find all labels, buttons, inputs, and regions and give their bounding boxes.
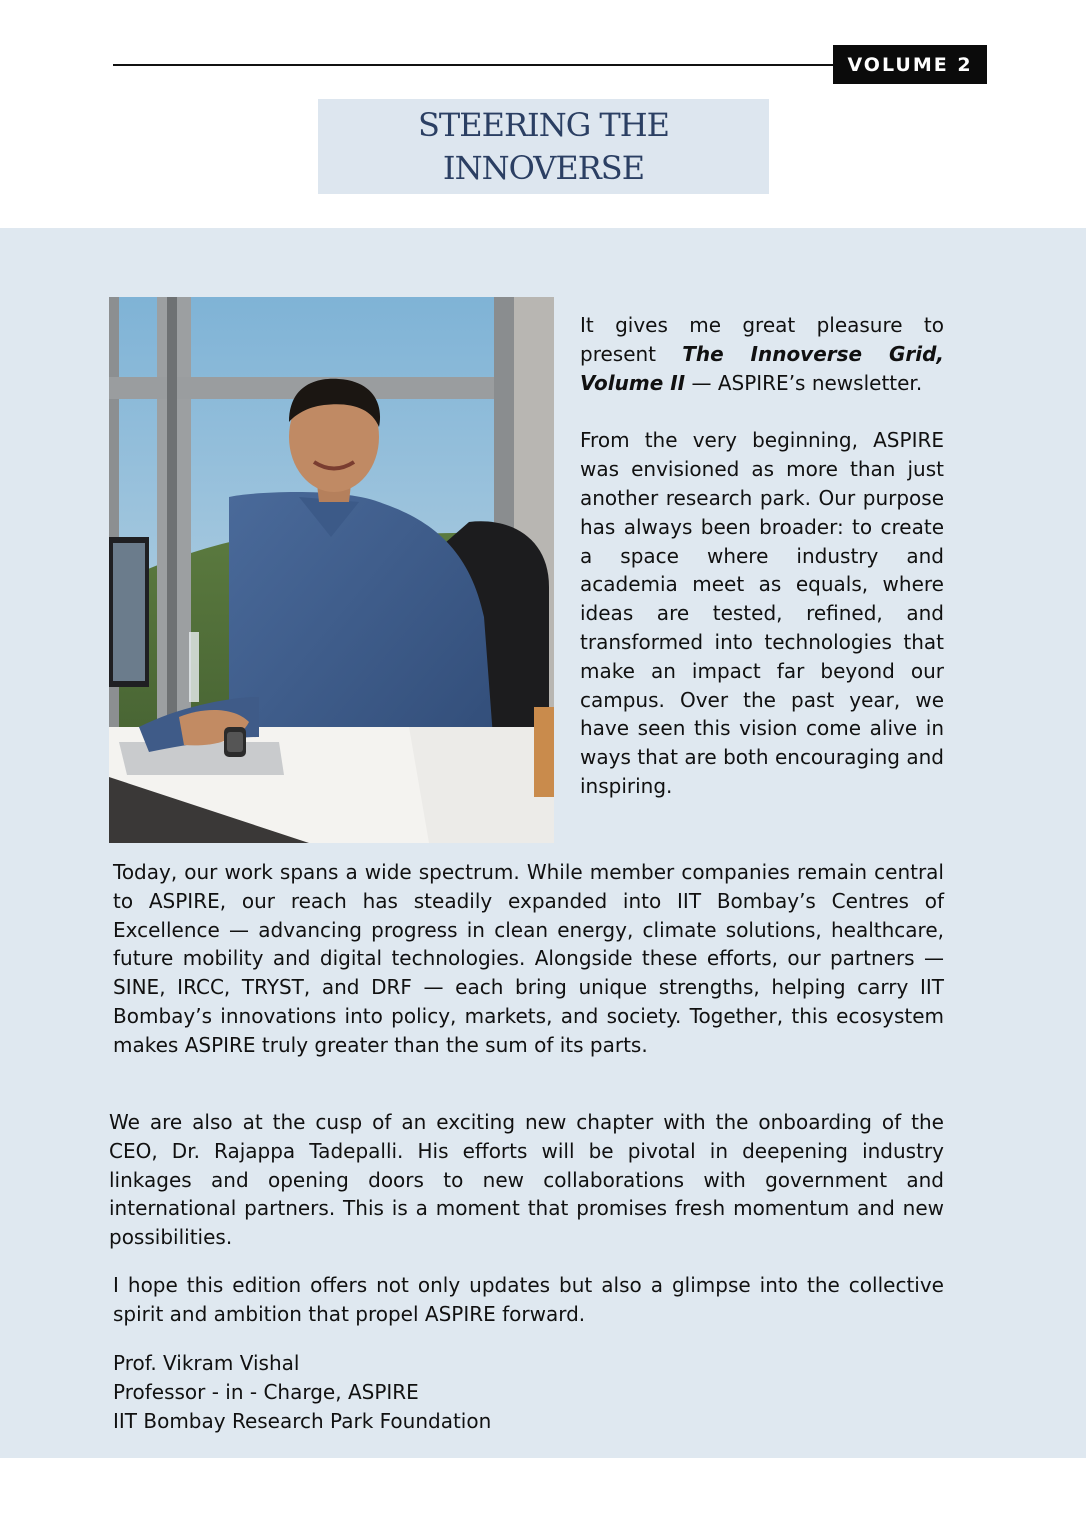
intro-column: [580, 311, 944, 830]
page-title-line-2: INNOVERSE: [442, 148, 645, 187]
body-paragraph-3: I hope this edition offers not only updates but also a glimpse into the collective spirit and ambition that propel ASPIRE forward.: [113, 1273, 944, 1326]
body-paragraph-2: We are also at the cusp of an exciting new chapter with the onboarding of the CEO, Dr. Rajappa Tadepalli. His efforts will be pivotal in deepening industry linkages and opening doors to new collaborations with government and international partners. This is a moment that promises fresh momentum and new possibilities.: [109, 1110, 944, 1250]
portrait-photo: [109, 297, 554, 843]
signatory-organization: IIT Bombay Research Park Foundation: [113, 1408, 492, 1433]
signatory-role: Professor - in - Charge, ASPIRE: [113, 1379, 419, 1404]
title-box: [318, 99, 769, 194]
volume-badge: VOLUME 2: [833, 45, 987, 84]
intro-text-suffix: — ASPIRE’s newsletter.: [685, 370, 923, 395]
newsletter-name: The Innoverse Grid, Volume II: [580, 341, 944, 395]
signatory-name: Prof. Vikram Vishal: [113, 1351, 300, 1375]
intro-paragraph-2: From the very beginning, ASPIRE was envisioned as more than just another research park. Our purpose has always been broader: to create a space where industry and academia meet as equals, where ideas are tested, refined, and transformed into technologies that make an impact far beyond our campus. Over the past year, we have seen this vision come alive in ways that are both encouraging and inspiring.: [580, 428, 944, 798]
signature-block: [113, 1349, 491, 1435]
body-paragraph-1: Today, our work spans a wide spectrum. While member companies remain central to ASPIRE, our reach has steadily expanded into IIT Bombay’s Centres of Excellence — advancing progress in clean energy, climate solutions, healthcare, future mobility and digital technologies. Alongside these efforts, our partners — SINE, IRCC, TRYST, and DRF — each bring unique strengths, helping carry IIT Bombay’s innovations into policy, markets, and society. Together, this ecosystem makes ASPIRE truly greater than the sum of its parts.: [113, 860, 944, 1057]
intro-text-prefix: It gives me great pleasure to present: [580, 313, 944, 366]
page-title-line-1: STEERING THE: [417, 105, 670, 144]
header-rule: [113, 64, 835, 66]
intro-paragraph-1: [580, 311, 944, 397]
